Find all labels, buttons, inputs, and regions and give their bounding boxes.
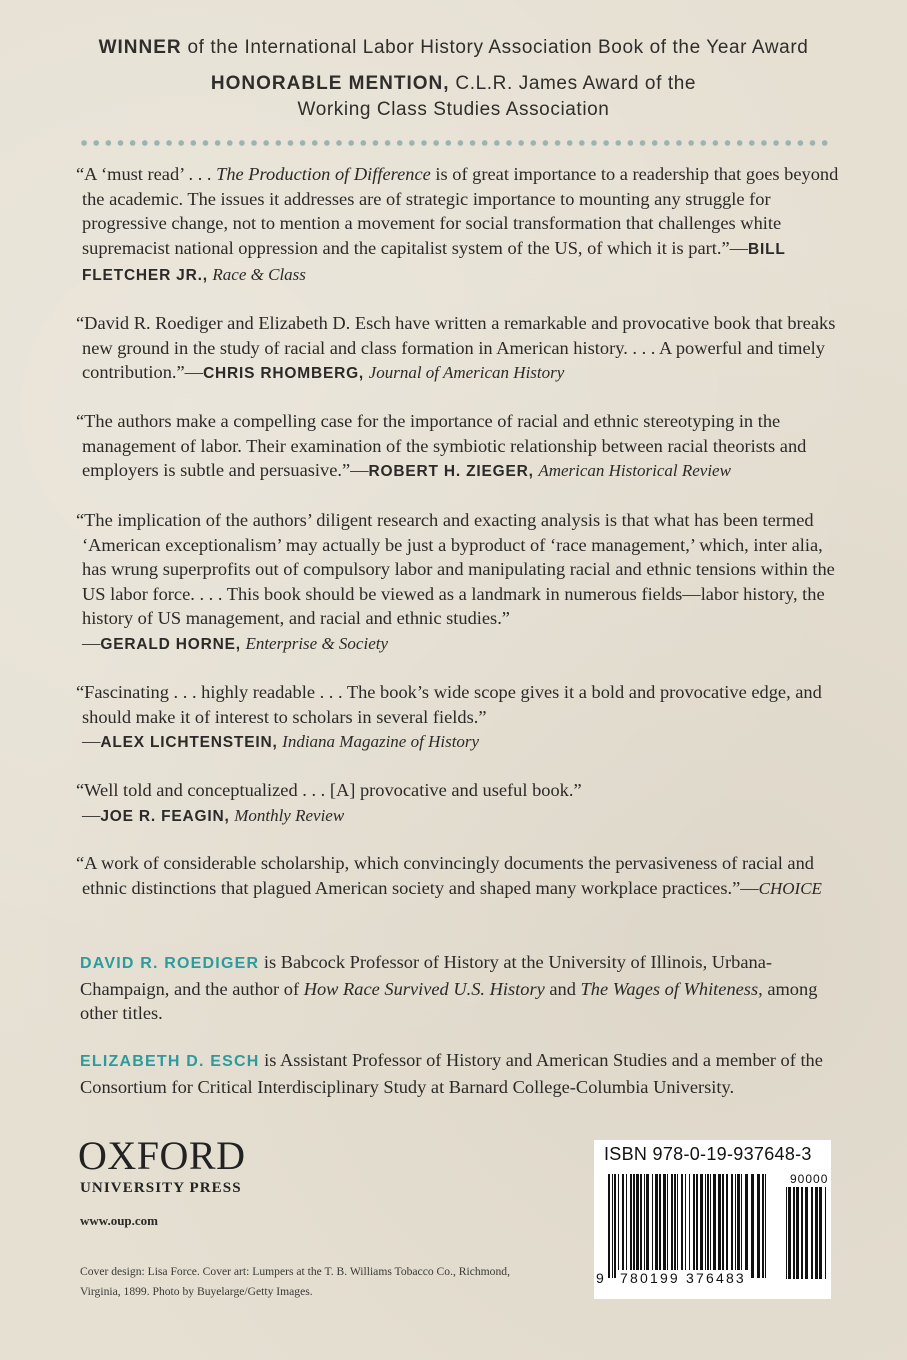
publisher-logo: OXFORD — [78, 1133, 246, 1178]
barcode-bar — [663, 1174, 666, 1278]
award-winner — [0, 37, 907, 59]
barcode-bar — [762, 1174, 764, 1278]
barcode-bar — [718, 1174, 721, 1278]
review-source: CHOICE — [758, 878, 822, 898]
review-quote-4 — [76, 508, 842, 658]
quote-text: “A work of considerable scholarship, which convincingly documents the pervasiveness of racial and ethnic distinctions that plagued American society and shaped many workplace practices.”— — [76, 853, 814, 898]
barcode-bars — [608, 1174, 768, 1278]
barcode-bar — [815, 1187, 818, 1279]
barcode-bar — [614, 1174, 616, 1278]
review-quote-1 — [76, 162, 842, 289]
attribution-dash: — — [82, 731, 101, 752]
barcode-bar — [713, 1174, 716, 1278]
barcode-bar — [710, 1174, 711, 1278]
reviewer-name: ROBERT H. ZIEGER, — [368, 463, 534, 481]
book-title: The Production of Difference — [216, 164, 431, 184]
barcode-bar — [825, 1187, 826, 1279]
review-source: American Historical Review — [538, 461, 731, 481]
barcode-bar — [788, 1187, 791, 1279]
cover-credit: Cover design: Lisa Force. Cover art: Lumpers at the T. B. Williams Tobacco Co., Richmond, Virginia, 1899. Photo by Buyelarge/Getty Images. — [80, 1265, 510, 1298]
barcode-bar — [608, 1174, 610, 1278]
review-quote-3 — [76, 409, 842, 485]
publisher-website[interactable]: www.oup.com — [80, 1213, 159, 1228]
quote-text: “The implication of the authors’ diligent research and exacting analysis is that what has been termed ‘American exceptionalism’ may actually be just a byproduct of ‘race management,’ which, inter alia, has wrung superprofits out of compulsory labor and manipulating racial and ethnic tensions within the US labor force. . . . This book should be viewed as a landmark in numerous fields—labor history, the history of US management, and racial and ethnic studies.” — [76, 510, 835, 629]
quote-text: “David R. Roediger and Elizabeth D. Esch have written a remarkable and provocative book that breaks new ground in the study of racial and class formation in American history. . . . A powerful and timely contribution.”— — [76, 313, 836, 383]
honorable-mention-text: C.L.R. James Award of the — [449, 73, 697, 94]
barcode-bar — [659, 1174, 661, 1278]
barcode-bar — [811, 1187, 813, 1279]
barcode-bar — [819, 1187, 822, 1279]
barcode-bar — [630, 1174, 632, 1278]
review-quote-7 — [76, 851, 842, 901]
barcode-bar — [751, 1174, 754, 1278]
barcode-bar — [671, 1174, 673, 1278]
review-quote-5 — [76, 680, 842, 756]
author-bio-text: and — [544, 978, 581, 999]
reviewer-name: BILL FLETCHER JR., — [82, 240, 786, 285]
barcode-bar — [737, 1174, 740, 1278]
quote-text: “The authors make a compelling case for the importance of racial and ethnic stereotyping in the management of labor. Their examination of the symbiotic relationship between racial theorists and employers is subtle and persuasive.”— — [76, 411, 807, 481]
barcode-bar — [796, 1187, 799, 1279]
barcode-bar — [618, 1174, 619, 1278]
barcode-bar — [626, 1174, 627, 1278]
barcode-bar — [640, 1174, 642, 1278]
reviewer-name: GERALD HORNE, — [100, 635, 241, 653]
publisher-subtitle: UNIVERSITY PRESS — [80, 1180, 242, 1196]
barcode-bar — [745, 1174, 748, 1278]
barcode-bar — [655, 1174, 658, 1278]
reviewer-name: CHRIS RHOMBERG, — [203, 365, 365, 383]
price-code: 90000 — [790, 1172, 829, 1186]
barcode-bar — [786, 1187, 787, 1279]
barcode-bar — [726, 1174, 728, 1278]
ean-first-digit: 9 — [596, 1270, 604, 1286]
review-source: Race & Class — [212, 265, 306, 285]
award-winner-label: WINNER — [98, 37, 182, 58]
ean-digits: 780199 376483 — [620, 1270, 746, 1286]
reviewer-name: JOE R. FEAGIN, — [100, 807, 230, 825]
honorable-mention-label: HONORABLE MENTION, — [210, 73, 450, 94]
review-source: Enterprise & Society — [245, 633, 389, 653]
author-bio-text: is Assistant Professor of History and American Studies and a member of the Consortium for Critical Interdisciplinary Study at Barnard College-Columbia University. — [80, 1050, 823, 1097]
review-source: Journal of American History — [368, 363, 565, 383]
barcode-bar — [700, 1174, 703, 1278]
barcode-bar — [705, 1174, 706, 1278]
honorable-mention-text-2: Working Class Studies Association — [297, 99, 610, 120]
barcode-bar — [801, 1187, 803, 1279]
barcode-bar — [696, 1174, 698, 1278]
author-bio-text: among other titles. — [80, 978, 818, 1024]
barcode-bar — [612, 1174, 613, 1278]
barcode-bar — [633, 1174, 635, 1278]
review-quote-6 — [76, 778, 842, 829]
dotted-divider — [78, 138, 830, 148]
author-bio-roediger — [80, 950, 836, 1026]
isbn-number: ISBN 978-0-19-937648-3 — [604, 1144, 812, 1164]
book-title: How Race Survived U.S. History — [303, 978, 545, 999]
barcode-bar — [677, 1174, 678, 1278]
barcode-bar — [793, 1187, 795, 1279]
barcode-bar — [681, 1174, 683, 1278]
barcode-bar — [707, 1174, 709, 1278]
isbn-barcode — [594, 1140, 831, 1299]
barcode-bar — [636, 1174, 639, 1278]
barcode-bar — [652, 1174, 653, 1278]
barcode-bar — [765, 1174, 766, 1278]
barcode-bar — [685, 1174, 686, 1278]
quote-text: “Fascinating . . . highly readable . . . The book’s wide scope gives it a bold and provocative edge, and should make it of interest to scholars in several fields.” — [76, 682, 822, 727]
award-honorable-mention — [0, 71, 907, 123]
author-bio-text: is Babcock Professor of History at the University of Illinois, Urbana-Champaign, and the author of — [80, 952, 773, 999]
quote-text: “Well told and conceptualized . . . [A] provocative and useful book.” — [76, 780, 582, 800]
barcode-bar — [646, 1174, 649, 1278]
barcode-bar — [722, 1174, 724, 1278]
barcode-bar — [674, 1174, 676, 1278]
barcode-bar — [741, 1174, 742, 1278]
author-bio-esch — [80, 1048, 836, 1099]
attribution-dash: — — [82, 804, 101, 825]
barcode-bar — [805, 1187, 808, 1279]
barcode-bar — [667, 1174, 668, 1278]
barcode-bar — [622, 1174, 624, 1278]
review-quote-2 — [76, 311, 842, 387]
price-barcode-bars — [786, 1187, 826, 1279]
barcode-bar — [693, 1174, 695, 1278]
barcode-bar — [757, 1174, 760, 1278]
review-source: Indiana Magazine of History — [282, 732, 480, 752]
author-name: DAVID R. ROEDIGER — [80, 955, 260, 972]
quote-text: is of great importance to a readership that goes beyond the academic. The issues it addresses are of strategic importance to mounting any struggle for progressive change, not to mention a movement for social transformation that challenges white supremacist national oppression and the capitalist system of the US, of which it is part.”— — [82, 164, 839, 258]
barcode-bar — [644, 1174, 645, 1278]
quote-text: “A ‘must read’ . . . — [76, 164, 217, 184]
barcode-bar — [731, 1174, 733, 1278]
book-title: The Wages of Whiteness, — [580, 978, 763, 999]
barcode-bar — [735, 1174, 736, 1278]
review-source: Monthly Review — [234, 805, 345, 825]
author-name: ELIZABETH D. ESCH — [80, 1053, 260, 1070]
reviewer-name: ALEX LICHTENSTEIN, — [100, 734, 278, 752]
attribution-dash: — — [82, 632, 101, 653]
award-winner-text: of the International Labor History Association Book of the Year Award — [181, 37, 809, 58]
barcode-bar — [689, 1174, 690, 1278]
